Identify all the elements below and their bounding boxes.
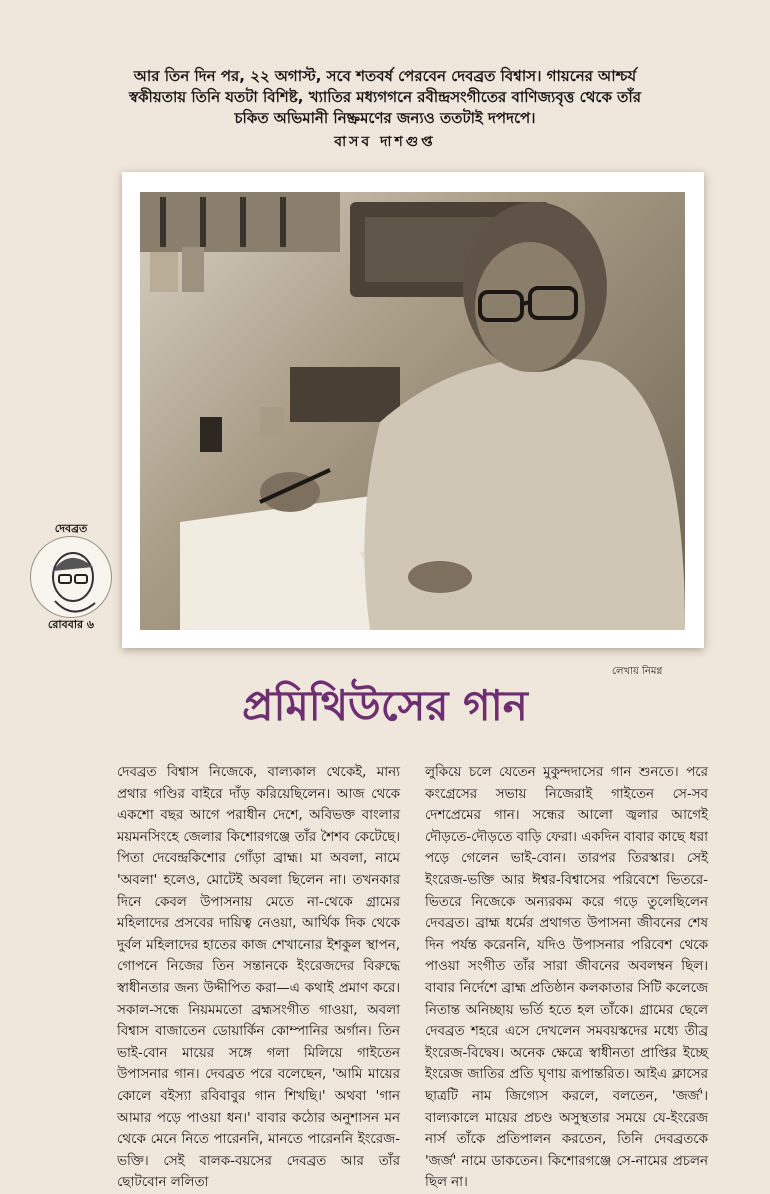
article-column-1: দেবব্রত বিশ্বাস নিজেকে, বাল্যকাল থেকেই, মান্য প্রথার গণ্ডির বাইরে দাঁড় করিয়েছিলেন। আজ থেকে একশো বছর আগে পরাধীন দেশে, অবিভক্ত বাংলার ময়মনসিংহে জেলার কিশোরগঞ্জে তাঁর শৈশব কেটেছে। পিতা দেবেন্দ্রকিশোর গোঁড়া ব্রাহ্ম। মা অবলা, নামে 'অবলা' হলেও, মোটেই অবলা ছিলেন না। তখনকার দিনে কেবল উপাসনায় মেতে না-থেকে গ্রামের মহিলাদের প্রসবের দায়িত্ব নেওয়া, আর্থিক দিক থেকে দুর্বল মহিলাদের হাতের কাজ শেখানোর ইশকুল স্থাপন, গোপনে নিজের তিন সন্তানকে ইংরেজদের বিরুদ্ধে স্বাধীনতার জন্য উদ্দীপিত করা—এ কথাই প্রমাণ করে। সকাল-সন্ধে নিয়মমতো ব্রহ্মসংগীত গাওয়া, অবলা বিশ্বাস বাজাতেন ডোয়ার্কিন কোম্পানির অর্গান। তিন ভাই-বোন মায়ের সঙ্গে গলা মিলিয়ে গাইতেন উপাসনার গান। দেবব্রত পরে বলেছেন, 'আমি মায়ের কোলে বইস্যা রবিবাবুর গান শিখছি।' অথবা 'গান আমার পড়ে পাওয়া ধন।' বাবার কঠোর অনুশাসন মন থেকে মেনে নিতে পারেননি, মানতে পারেননি ইংরেজ-ভক্তি। সেই বালক-বয়সের দেবব্রত আর তাঁর ছোটবোন ললিতা — [117, 765, 400, 1191]
photo-caption: লেখায় নিমগ্ন — [612, 666, 663, 677]
intro-paragraph: আর তিন দিন পর, ২২ অগাস্ট, সবে শতবর্ষ পেরবেন দেবব্রত বিশ্বাস। গায়নের আশ্চর্য স্বকীয়তায় তিনি যতটা বিশিষ্ট, খ্যাতির মধ্যগগনে রবীন্দ্রসংগীতের বাণিজ্যবৃত্ত থেকে তাঁর চকিত অভিমানী নিষ্ক্রমণের জন্যও ততটাই দপদপে। — [128, 67, 642, 127]
article-headline: প্রমিথিউসের গান — [242, 681, 528, 730]
badge-title: দেবব্রত — [54, 522, 88, 535]
photo-frame — [122, 172, 704, 648]
badge-subtitle: রোববার ৬ — [47, 618, 95, 631]
author-byline: বাসব দাশগুপ্ত — [334, 134, 436, 150]
portrait-photo — [140, 192, 685, 630]
portrait-sketch-icon — [30, 536, 112, 618]
column-badge — [28, 520, 114, 630]
article-column-2: লুকিয়ে চলে যেতেন মুকুন্দদাসের গান শুনতে। পরে কংগ্রেসের সভায় নিজেরাই গাইতেন সে-সব দেশপ্রেমের গান। সন্ধের আলো জ্বলার আগেই দৌড়তে-দৌড়তে বাড়ি ফেরা। একদিন বাবার কাছে ধরা পড়ে গেলেন ভাই-বোন। তারপর তিরস্কার। সেই ইংরেজ-ভক্তি আর ঈশ্বর-বিশ্বাসের পরিবেশে ভিতরে-ভিতরে নিজেকে অন্যরকম করে গড়ে তুলেছিলেন দেবব্রত। ব্রাহ্ম ধর্মের প্রথাগত উপাসনা জীবনের শেষ দিন পর্যন্ত করেননি, যদিও উপাসনার পরিবেশ থেকে পাওয়া সংগীত তাঁর সারা জীবনের অবলম্বন ছিল। বাবার নির্দেশে ব্রাহ্ম প্রতিষ্ঠান কলকাতার সিটি কলেজে নিতান্ত অনিচ্ছায় ভর্তি হতে হল তাঁকে। গ্রামের ছেলে দেবব্রত শহরে এসে দেখলেন সমবয়স্কদের মধ্যে তীব্র ইংরেজ-বিদ্বেষ। অনেক ক্ষেত্রে স্বাধীনতা প্রাপ্তির ইচ্ছে ইংরেজ জাতির প্রতি ঘৃণায় রূপান্তরিত। আইএ ক্লাসের ছাত্রটি নাম জিগ্যেস করলে, বলতেন, 'জর্জ'। বাল্যকালে মায়ের প্রচণ্ড অসুস্থতার সময়ে যে-ইংরেজ নার্স তাঁকে প্রতিপালন করতেন, তিনি দেবব্রতকে 'জর্জ' নামে ডাকতেন। কিশোরগঞ্জে সে-নামের প্রচলন ছিল না। — [425, 765, 708, 1191]
photo-illustration — [140, 192, 685, 630]
